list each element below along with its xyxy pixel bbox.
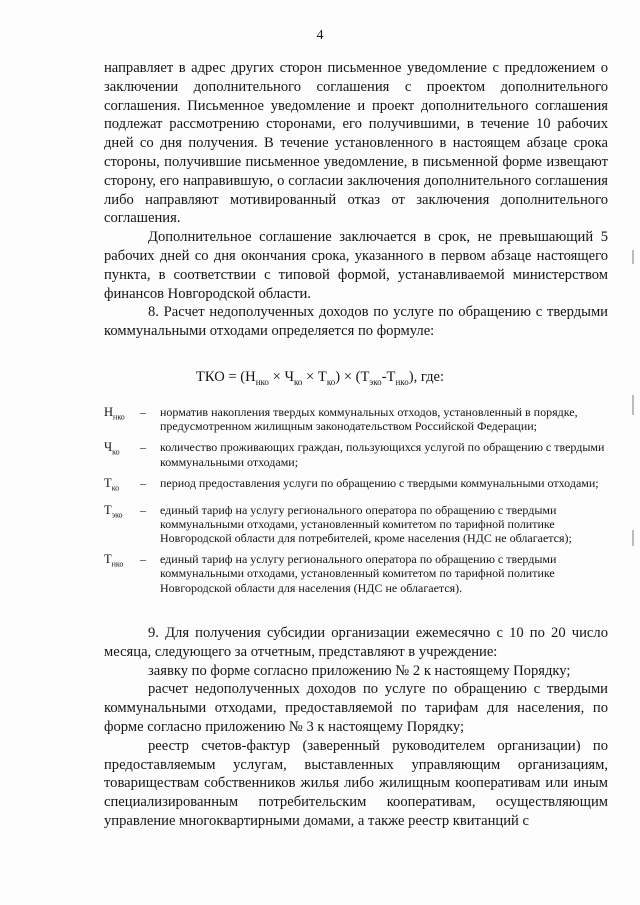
scan-margin-mark [632,250,634,264]
definition-symbol: $Т_{нко}$ [104,552,124,569]
paragraph: направляет в адрес других сторон письменное уведомление с предложением о заключении дополнительного соглашения с проектом дополнительного соглашения. Письменное уведомление и проект дополнительного соглашения подлежат рассмотрению сторонами, его получившими, в течение 10 рабочих дней со дня получения. В течение установленного в настоящем абзаце срока стороны, получившие письменное уведомление, в письменной форме извещают сторону, его направившую, о согласии заключения дополнительного соглашения либо направляют мотивированный отказ от заключения дополнительного соглашения. [104,60,608,227]
definition-item [104,440,612,468]
paragraph: заявку по форме согласно приложению № 2 к настоящему Порядку; [148,662,571,679]
definition-dash: – [140,475,146,490]
definitions-list [104,405,612,602]
definition-text: единый тариф на услугу регионального оператора по обращению с твердыми коммунальными отходами, установленный комитетом по тарифной политике Новгородской области для потребителей, кроме населения (НДС не облагается); [160,502,572,545]
definition-symbol: $Т_{ко}$ [104,475,120,493]
definition-item [104,405,612,433]
definition-symbol: $Ч_{ко}$ [104,440,120,457]
page-number: 4 [316,28,324,43]
scan-margin-mark [632,530,634,546]
definition-item [104,503,612,546]
definition-text: количество проживающих граждан, пользующихся услугой по обращению с твердыми коммунальными отходами; [160,440,605,469]
definition-item [104,476,612,496]
definition-text: норматив накопления твердых коммунальных отходов, установленный в порядке, предусмотренном жилищным законодательством Российской Федерации; [160,405,578,434]
body-text-bottom [104,624,608,831]
body-text-top [104,59,608,341]
paragraph: Дополнительное соглашение заключается в срок, не превышающий 5 рабочих дней со дня окончания срока, указанного в первом абзаце настоящего пункта, в соответствии с типовой формой, устанавливаемой министерством финансов Новгородской области. [104,229,608,302]
definition-item [104,552,612,595]
formula: ТКО = $(Н_{нко} \times Ч_{ко} \times Т_{ко}) \times (Т_{эко}-Т_{нко})$, где: [195,369,445,387]
definition-dash: – [140,502,146,517]
definition-text: период предоставления услуги по обращению с твердыми коммунальными отходами; [160,475,599,490]
paragraph: расчет недополученных доходов по услуге по обращению с твердыми коммунальными отходами, предоставляемой по тарифам для населения, по форме согласно приложению № 3 к настоящему Порядку; [104,681,608,735]
scan-margin-mark [632,395,634,415]
definition-dash: – [140,440,146,455]
definition-dash: – [140,405,146,419]
definition-symbol: $Т_{эко}$ [104,502,123,520]
definition-text: единый тариф на услугу регионального оператора по обращению с твердыми коммунальными отходами, установленный комитетом по тарифной политике Новгородской области для населения (НДС не облагается). [160,552,557,595]
definition-symbol: $Н_{нко}$ [104,405,125,422]
definition-dash: – [140,552,146,567]
paragraph: 8. Расчет недополученных доходов по услуге по обращению с твердыми коммунальными отходами определяется по формуле: [104,304,608,340]
paragraph: 9. Для получения субсидии организации ежемесячно с 10 по 20 число месяца, следующего за отчетным, представляют в учреждение: [104,625,608,660]
paragraph: реестр счетов-фактур (заверенный руководителем организации) по предоставляемым услугам, выставленных управляющим организациям, товариществам собственников жилья либо жилищным кооперативам или иным специализированным потребительским кооперативам, осуществляющим управление многоквартирными домами, а также реестр квитанций с [104,737,608,829]
